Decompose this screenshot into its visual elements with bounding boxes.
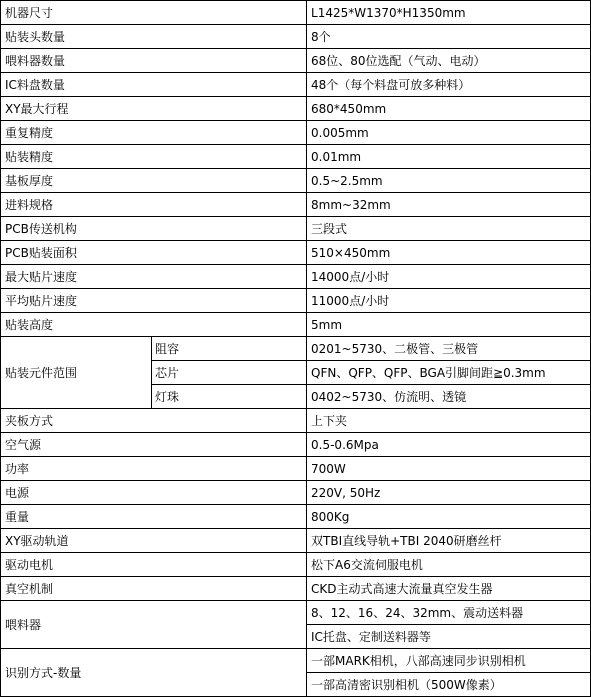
row-label: 电源 bbox=[1, 481, 307, 505]
component-sub-label: 阻容 bbox=[152, 337, 307, 361]
component-sub-label: 灯珠 bbox=[152, 385, 307, 409]
row-label: 功率 bbox=[1, 457, 307, 481]
table-row bbox=[1, 193, 591, 217]
row-value: 5mm bbox=[307, 313, 591, 337]
table-row bbox=[1, 49, 591, 73]
component-sub-value: 0201~5730、二极管、三极管 bbox=[307, 337, 591, 361]
row-value: 0.005mm bbox=[307, 121, 591, 145]
row-value: 双TBI直线导轨+TBI 2040研磨丝杆 bbox=[307, 529, 591, 553]
table-row bbox=[1, 25, 591, 49]
table-row bbox=[1, 529, 591, 553]
recognition-value: 一部MARK相机，八部高速同步识别相机 bbox=[307, 649, 591, 673]
table-row bbox=[1, 337, 591, 361]
row-value: 510×450mm bbox=[307, 241, 591, 265]
row-label: XY最大行程 bbox=[1, 97, 307, 121]
recognition-value: 一部高清密识别相机（500W像素） bbox=[307, 673, 591, 697]
row-label: 贴装头数量 bbox=[1, 25, 307, 49]
row-label: 进料规格 bbox=[1, 193, 307, 217]
row-value: 松下A6交流伺服电机 bbox=[307, 553, 591, 577]
table-row bbox=[1, 505, 591, 529]
table-row bbox=[1, 97, 591, 121]
row-label: 驱动电机 bbox=[1, 553, 307, 577]
row-label: 真空机制 bbox=[1, 577, 307, 601]
table-row bbox=[1, 601, 591, 625]
row-label: 基板厚度 bbox=[1, 169, 307, 193]
table-row bbox=[1, 1, 591, 25]
component-range-label: 贴装元件范围 bbox=[1, 337, 152, 409]
row-value: 800Kg bbox=[307, 505, 591, 529]
row-value: 三段式 bbox=[307, 217, 591, 241]
table-row bbox=[1, 73, 591, 97]
row-value: 14000点/小时 bbox=[307, 265, 591, 289]
row-value: 8个 bbox=[307, 25, 591, 49]
row-value: 8mm~32mm bbox=[307, 193, 591, 217]
row-value: 68位、80位选配（气动、电动） bbox=[307, 49, 591, 73]
table-row bbox=[1, 649, 591, 673]
table-row bbox=[1, 169, 591, 193]
table-row bbox=[1, 409, 591, 433]
row-label: 机器尺寸 bbox=[1, 1, 307, 25]
recognition-label: 识别方式-数量 bbox=[1, 649, 307, 697]
row-label: XY驱动轨道 bbox=[1, 529, 307, 553]
row-label: 贴装高度 bbox=[1, 313, 307, 337]
table-row bbox=[1, 577, 591, 601]
row-value: 700W bbox=[307, 457, 591, 481]
row-label: 夹板方式 bbox=[1, 409, 307, 433]
row-value: 48个（每个料盘可放多种料） bbox=[307, 73, 591, 97]
table-row bbox=[1, 265, 591, 289]
row-value: 0.5~2.5mm bbox=[307, 169, 591, 193]
table-row bbox=[1, 217, 591, 241]
row-label: 平均贴片速度 bbox=[1, 289, 307, 313]
feeder-value: IC托盘、定制送料器等 bbox=[307, 625, 591, 649]
row-value: 0.01mm bbox=[307, 145, 591, 169]
component-sub-value: 0402~5730、仿流明、透镜 bbox=[307, 385, 591, 409]
row-value: 220V, 50Hz bbox=[307, 481, 591, 505]
table-row bbox=[1, 457, 591, 481]
row-label: 贴装精度 bbox=[1, 145, 307, 169]
row-label: IC料盘数量 bbox=[1, 73, 307, 97]
table-row bbox=[1, 145, 591, 169]
row-value: 0.5-0.6Mpa bbox=[307, 433, 591, 457]
row-label: 重量 bbox=[1, 505, 307, 529]
row-value: 上下夹 bbox=[307, 409, 591, 433]
row-value: 680*450mm bbox=[307, 97, 591, 121]
row-label: PCB贴装面积 bbox=[1, 241, 307, 265]
row-value: L1425*W1370*H1350mm bbox=[307, 1, 591, 25]
table-row bbox=[1, 313, 591, 337]
row-label: 最大贴片速度 bbox=[1, 265, 307, 289]
row-label: 空气源 bbox=[1, 433, 307, 457]
table-row bbox=[1, 121, 591, 145]
row-label: 喂料器数量 bbox=[1, 49, 307, 73]
feeder-value: 8、12、16、24、32mm、震动送料器 bbox=[307, 601, 591, 625]
table-row bbox=[1, 241, 591, 265]
table-row bbox=[1, 481, 591, 505]
row-value: CKD主动式高速大流量真空发生器 bbox=[307, 577, 591, 601]
component-sub-value: QFN、QFP、QFP、BGA引脚间距≧0.3mm bbox=[307, 361, 591, 385]
feeder-label: 喂料器 bbox=[1, 601, 307, 649]
row-value: 11000点/小时 bbox=[307, 289, 591, 313]
row-label: 重复精度 bbox=[1, 121, 307, 145]
component-sub-label: 芯片 bbox=[152, 361, 307, 385]
row-label: PCB传送机构 bbox=[1, 217, 307, 241]
table-row bbox=[1, 433, 591, 457]
table-row bbox=[1, 289, 591, 313]
table-row bbox=[1, 553, 591, 577]
